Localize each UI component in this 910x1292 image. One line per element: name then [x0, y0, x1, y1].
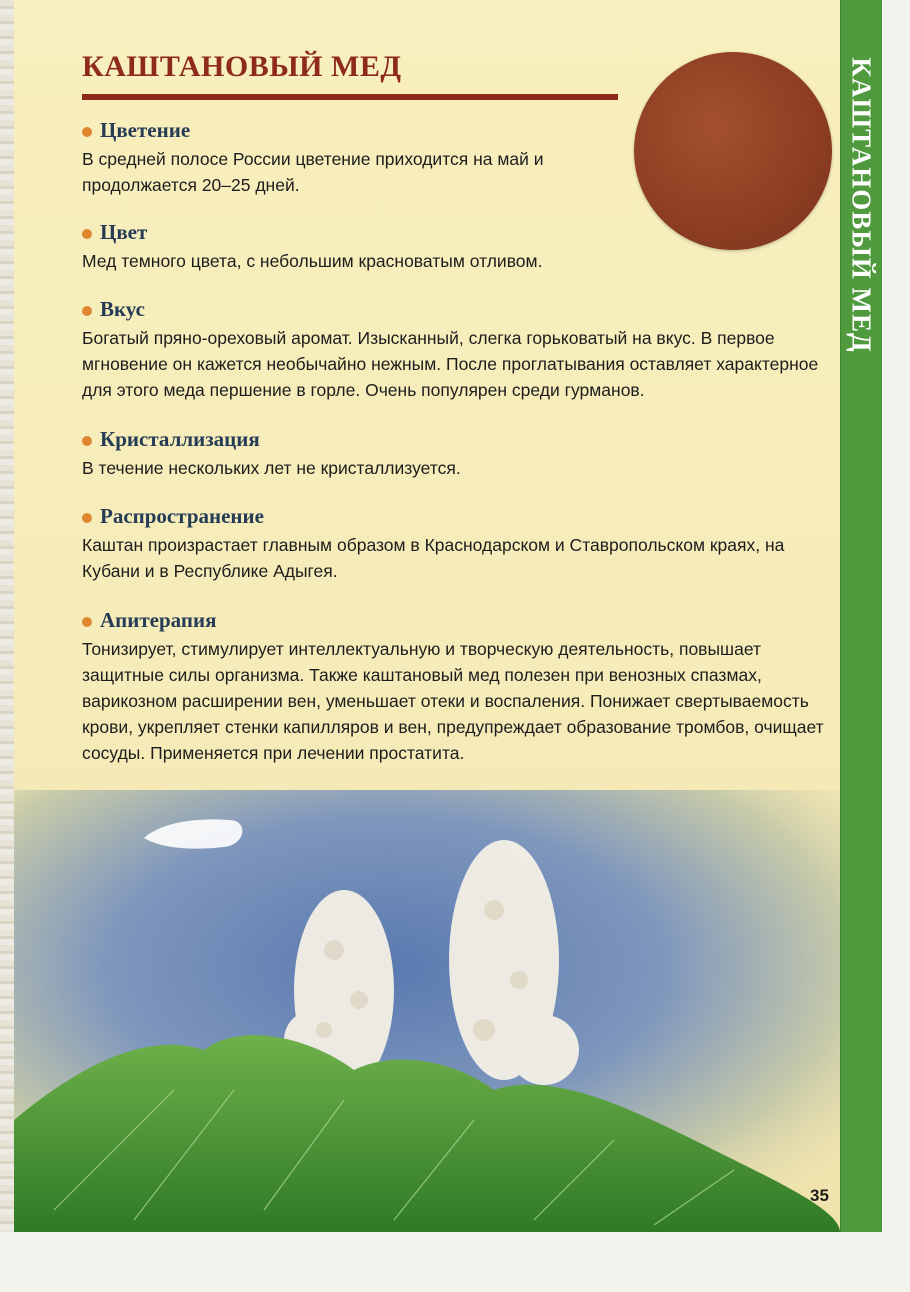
bullet-icon	[82, 306, 92, 316]
section-title: Вкус	[100, 296, 145, 321]
page-number: 35	[810, 1186, 829, 1205]
chestnut-blossom-photo	[14, 790, 840, 1232]
side-tab-title: КАШТАНОВЫЙ МЕД	[846, 57, 877, 353]
bullet-icon	[82, 513, 92, 523]
section-text: В течение нескольких лет не кристаллизуется.	[82, 458, 461, 478]
section-taste	[82, 297, 840, 403]
bullet-icon	[82, 127, 92, 137]
section-title: Цвет	[100, 219, 148, 244]
section-text: Каштан произрастает главным образом в Краснодарском и Ставропольском краях, на Кубани и в Республике Адыгея.	[82, 535, 785, 581]
section-flowering	[82, 118, 840, 198]
section-text: Мед темного цвета, с небольшим красноватым отливом.	[82, 251, 543, 271]
page	[14, 0, 840, 1232]
section-title: Кристаллизация	[100, 426, 260, 451]
bullet-icon	[82, 229, 92, 239]
page-title: КАШТАНОВЫЙ МЕД	[82, 50, 402, 83]
section-text: В средней полосе России цветение приходится на май и продолжается 20–25 дней.	[82, 149, 544, 195]
section-color	[82, 220, 840, 274]
section-apitherapy	[82, 608, 840, 766]
section-text: Богатый пряно-ореховый аромат. Изысканный, слегка горьковатый на вкус. В первое мгновение он кажется необычайно нежным. После проглатывания оставляет характерное для этого меда першение в горле. Очень популярен среди гурманов.	[82, 328, 819, 400]
scan-margin-bottom	[0, 1232, 910, 1292]
bullet-icon	[82, 617, 92, 627]
scan-margin-right	[882, 0, 910, 1292]
section-title: Апитерапия	[100, 607, 217, 632]
section-title: Распространение	[100, 503, 264, 528]
torn-page-edge	[0, 0, 14, 1232]
section-text: Тонизирует, стимулирует интеллектуальную и творческую деятельность, повышает защитные силы организма. Также каштановый мед полезен при венозных спазмах, варикозном расширении вен, уменьшает отеки и воспаления. Понижает свертываемость крови, укрепляет стенки капилляров и вен, предупреждает образование тромбов, очищает сосуды. Применяется при лечении простатита.	[82, 639, 824, 763]
section-title: Цветение	[100, 117, 191, 142]
section-crystallization	[82, 427, 840, 481]
section-distribution	[82, 504, 840, 584]
title-rule	[82, 94, 618, 100]
bullet-icon	[82, 436, 92, 446]
